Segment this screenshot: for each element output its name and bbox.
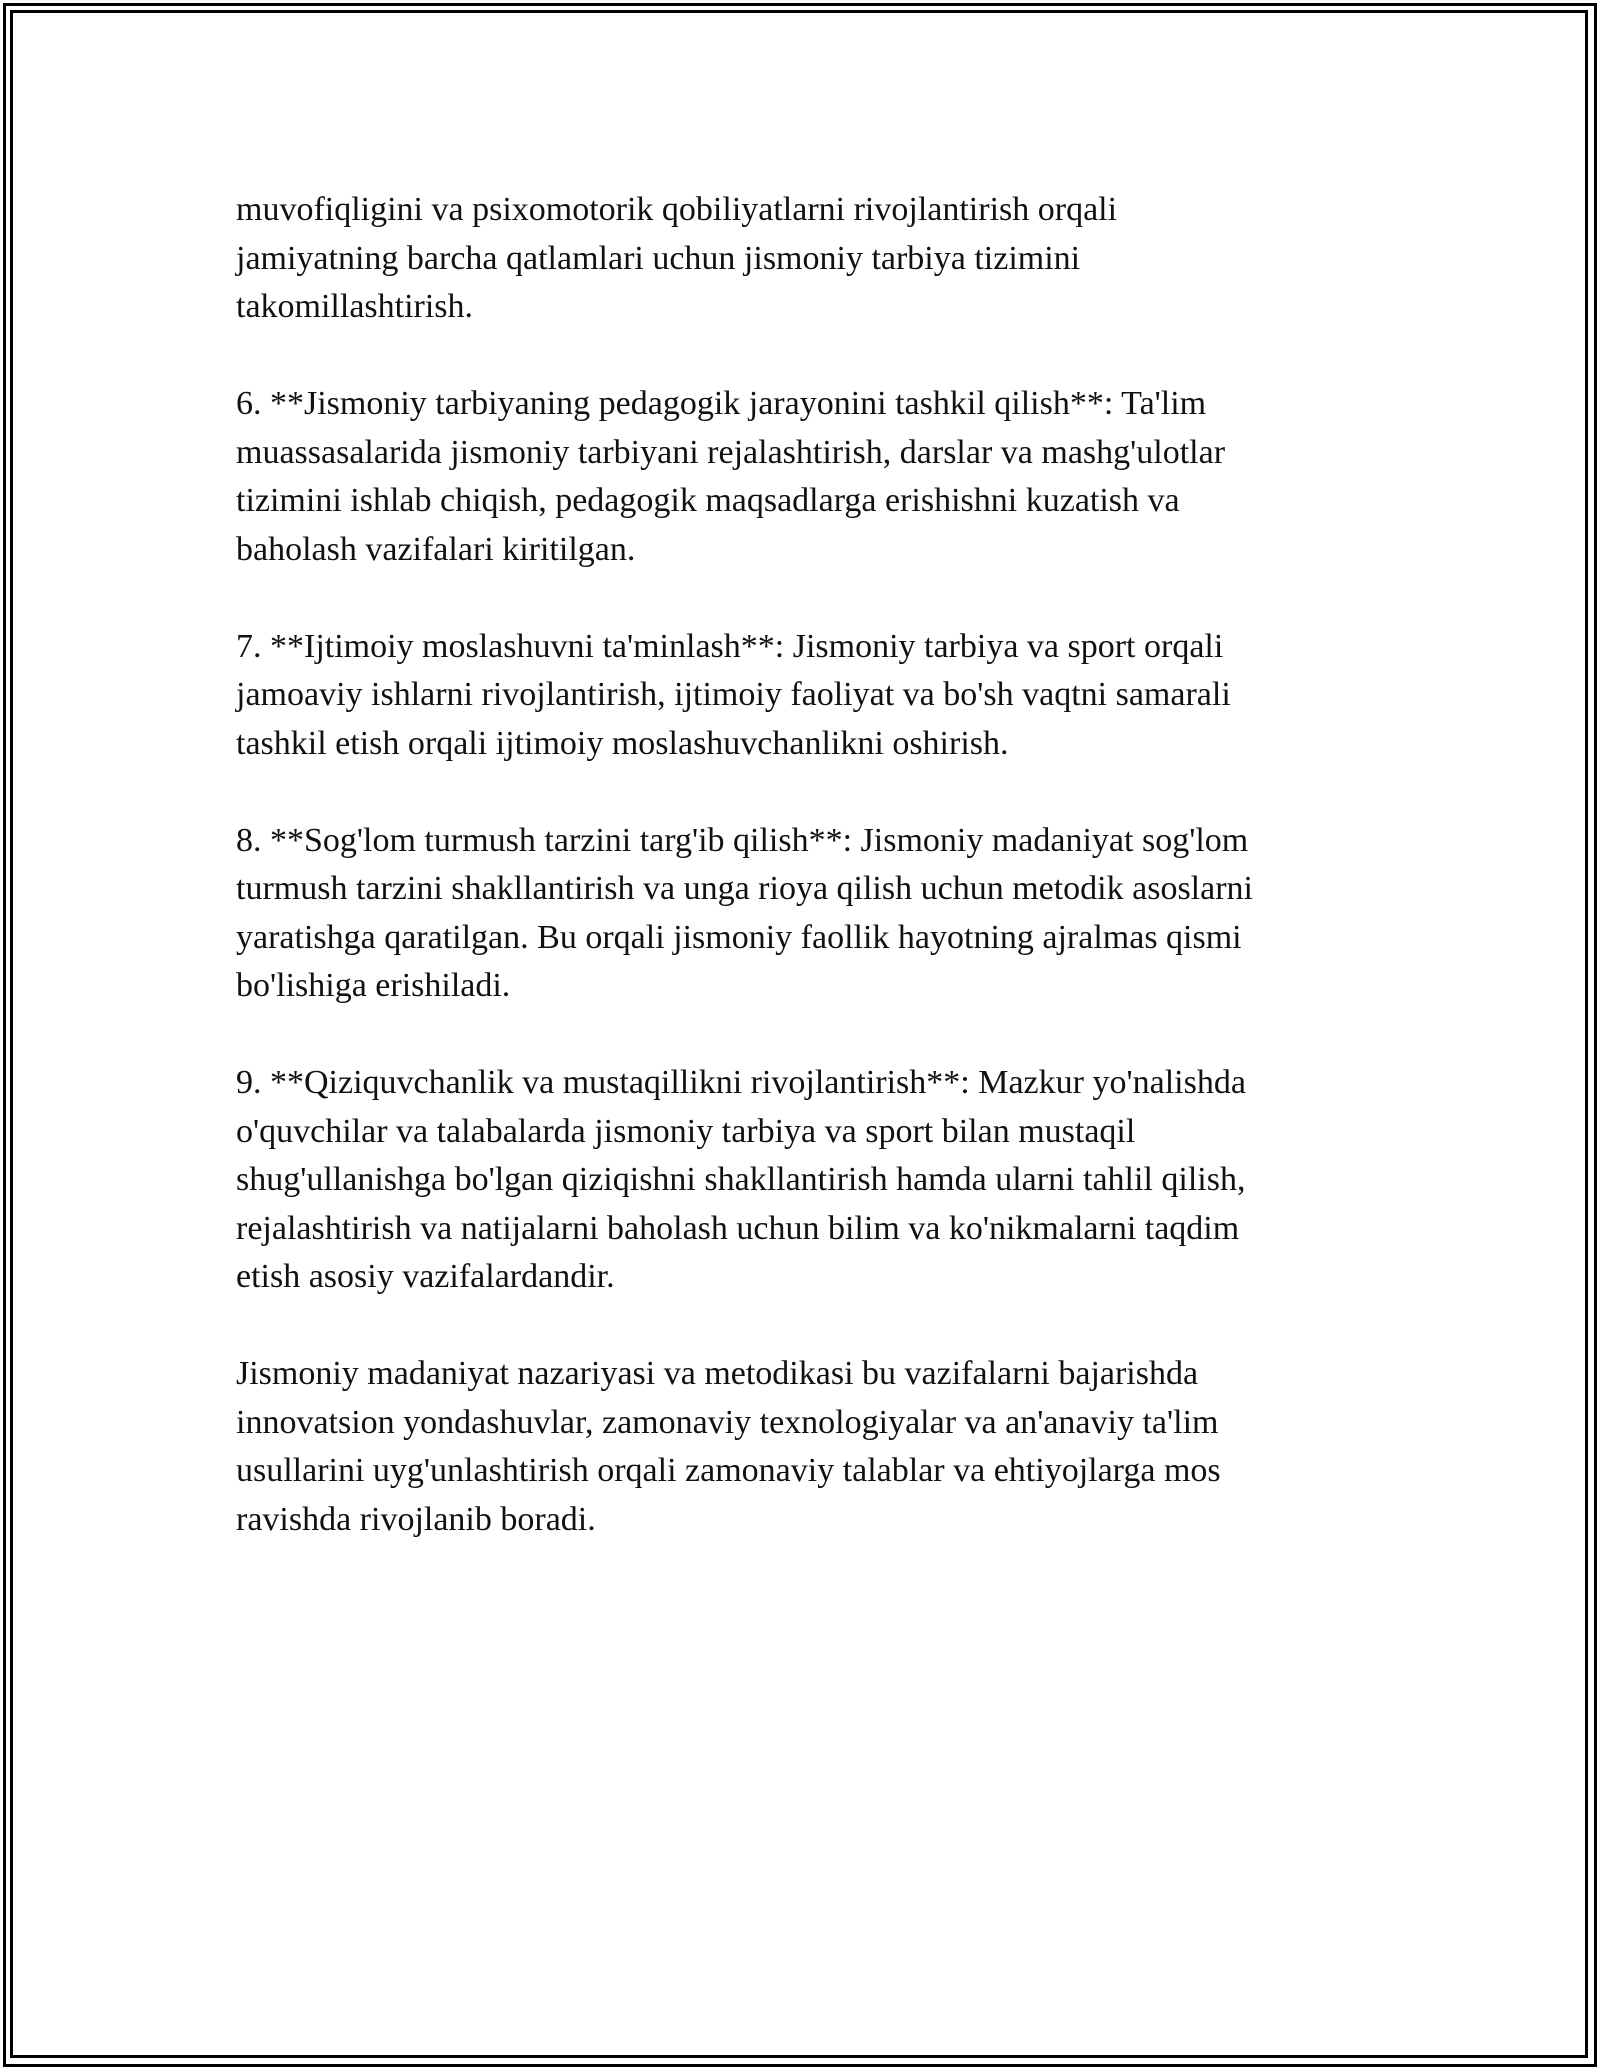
text-line: muvofiqligini va psixomotorik qobiliyatlarni rivojlantirish orqali: [236, 191, 1118, 228]
paragraph-conclusion: [236, 1350, 1356, 1544]
text-line: yaratishga qaratilgan. Bu orqali jismoniy faollik hayotning ajralmas qismi: [236, 918, 1242, 956]
text-line: etish asosiy vazifalardandir.: [236, 1258, 615, 1295]
text-line: tashkil etish orqali ijtimoiy moslashuvchanlikni oshirish.: [236, 724, 1009, 762]
text-line: 6. **Jismoniy tarbiyaning pedagogik jarayonini tashkil qilish**: Ta'lim: [236, 385, 1207, 422]
paragraph-continuation: [236, 186, 1356, 332]
list-item-9: [236, 1059, 1356, 1302]
text-line: Jismoniy madaniyat nazariyasi va metodikasi bu vazifalarni bajarishda: [236, 1355, 1199, 1392]
list-item-7: [236, 623, 1356, 769]
text-line: takomillashtirish.: [236, 288, 474, 325]
text-line: innovatsion yondashuvlar, zamonaviy texnologiyalar va an'anaviy ta'lim: [236, 1403, 1219, 1441]
text-line: shug'ullanishga bo'lgan qiziqishni shakllantirish hamda ularni tahlil qilish,: [236, 1161, 1246, 1198]
text-line: muassasalarida jismoniy tarbiyani rejalashtirish, darslar va mashg'ulotlar: [236, 433, 1226, 471]
text-line: turmush tarzini shakllantirish va unga rioya qilish uchun metodik asoslarni: [236, 870, 1253, 907]
document-body: [236, 186, 1356, 1593]
text-line: bo'lishiga erishiladi.: [236, 967, 511, 1004]
text-line: jamoaviy ishlarni rivojlantirish, ijtimoiy faoliyat va bo'sh vaqtni samarali: [236, 676, 1231, 713]
list-item-8: [236, 817, 1356, 1011]
text-line: 7. **Ijtimoiy moslashuvni ta'minlash**: Jismoniy tarbiya va sport orqali: [236, 627, 1224, 665]
text-line: 8. **Sog'lom turmush tarzini targ'ib qilish**: Jismoniy madaniyat sog'lom: [236, 821, 1249, 859]
text-line: jamiyatning barcha qatlamlari uchun jismoniy tarbiya tizimini: [236, 239, 1081, 277]
text-line: tizimini ishlab chiqish, pedagogik maqsadlarga erishishni kuzatish va: [236, 482, 1180, 519]
text-line: 9. **Qiziquvchanlik va mustaqillikni rivojlantirish**: Mazkur yo'nalishda: [236, 1064, 1246, 1101]
text-line: o'quvchilar va talabalarda jismoniy tarbiya va sport bilan mustaqil: [236, 1112, 1136, 1150]
text-line: ravishda rivojlanib boradi.: [236, 1500, 596, 1538]
text-line: usullarini uyg'unlashtirish orqali zamonaviy talablar va ehtiyojlarga mos: [236, 1452, 1221, 1489]
list-item-6: [236, 380, 1356, 574]
text-line: baholash vazifalari kiritilgan.: [236, 530, 636, 568]
text-line: rejalashtirish va natijalarni baholash uchun bilim va ko'nikmalarni taqdim: [236, 1209, 1240, 1247]
